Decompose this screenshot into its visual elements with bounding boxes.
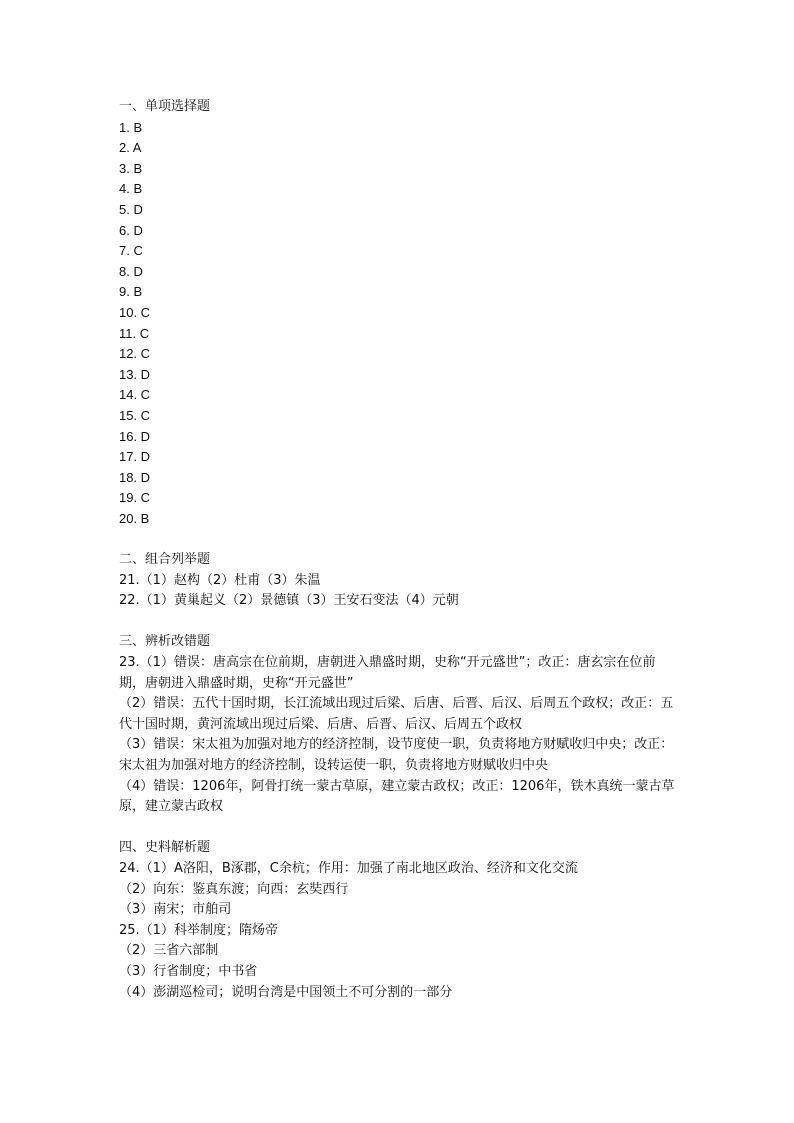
single-choice-answers [119, 118, 679, 530]
answer-25-part-4: （4）澎湖巡检司；说明台湾是中国领土不可分割的一部分 [119, 984, 453, 1000]
answer-9: 9. B [119, 284, 143, 300]
section-title-source-analysis: 四、史料解析题 [119, 840, 211, 856]
section-title-correction: 三、辨析改错题 [119, 634, 211, 650]
answer-sheet [119, 97, 679, 1003]
answer-17: 17. D [119, 449, 151, 465]
answer-23-part-3: （3）错误：宋太祖为加强对地方的经济控制，设节度使一职，负责将地方财赋收归中央；改正：宋太祖为加强对地方的经济控制，设转运使一职，负责将地方财赋收归中央 [119, 737, 674, 773]
section-gap [119, 818, 679, 839]
answer-2: 2. A [119, 140, 142, 156]
answer-7: 7. C [119, 243, 143, 259]
answer-6: 6. D [119, 222, 143, 238]
section-gap [119, 612, 679, 633]
answer-20: 20. B [119, 510, 150, 526]
answer-25-part-2: （2）三省六部制 [119, 943, 219, 959]
answer-18: 18. D [119, 469, 151, 485]
answer-23-part-1: 23.（1）错误：唐高宗在位前期，唐朝进入鼎盛时期，史称“开元盛世”；改正：唐玄宗在位前期，唐朝进入鼎盛时期，史称“开元盛世” [119, 655, 656, 691]
answer-24-part-2: （2）向东：鉴真东渡；向西：玄奘西行 [119, 881, 349, 897]
answer-24-part-1: 24.（1）A洛阳，B涿郡，C余杭；作用：加强了南北地区政治、经济和文化交流 [119, 860, 578, 876]
answer-25-part-1: 25.（1）科举制度；隋炀帝 [119, 922, 278, 938]
answer-12: 12. C [119, 346, 151, 362]
answer-21: 21.（1）赵构（2）杜甫（3）朱温 [119, 572, 321, 588]
answer-25-part-3: （3）行省制度；中书省 [119, 963, 258, 979]
answer-15: 15. C [119, 407, 151, 423]
answer-10: 10. C [119, 304, 151, 320]
section-title-single-choice: 一、单项选择题 [119, 99, 211, 114]
answer-14: 14. C [119, 387, 151, 403]
answer-4: 4. B [119, 181, 143, 197]
section-title-combination: 二、组合列举题 [119, 552, 211, 568]
answer-24-part-3: （3）南宋；市舶司 [119, 902, 232, 918]
answer-11: 11. C [119, 325, 150, 341]
section-gap [119, 529, 679, 550]
answer-13: 13. D [119, 366, 151, 382]
answer-8: 8. D [119, 263, 143, 279]
answer-23-part-4: （4）错误：1206年，阿骨打统一蒙古草原，建立蒙古政权；改正：1206年，铁木真统一蒙古草原，建立蒙古政权 [119, 778, 675, 815]
answer-1: 1. B [119, 119, 143, 135]
answer-3: 3. B [119, 160, 143, 176]
answer-23-part-2: （2）错误：五代十国时期，长江流域出现过后梁、后唐、后晋、后汉、后周五个政权；改正：五代十国时期，黄河流域出现过后梁、后唐、后晋、后汉、后周五个政权 [119, 696, 674, 732]
answer-5: 5. D [119, 201, 143, 217]
answer-16: 16. D [119, 428, 151, 444]
answer-22: 22.（1）黄巢起义（2）景德镇（3）王安石变法（4）元朝 [119, 593, 459, 609]
answer-19: 19. C [119, 490, 151, 506]
